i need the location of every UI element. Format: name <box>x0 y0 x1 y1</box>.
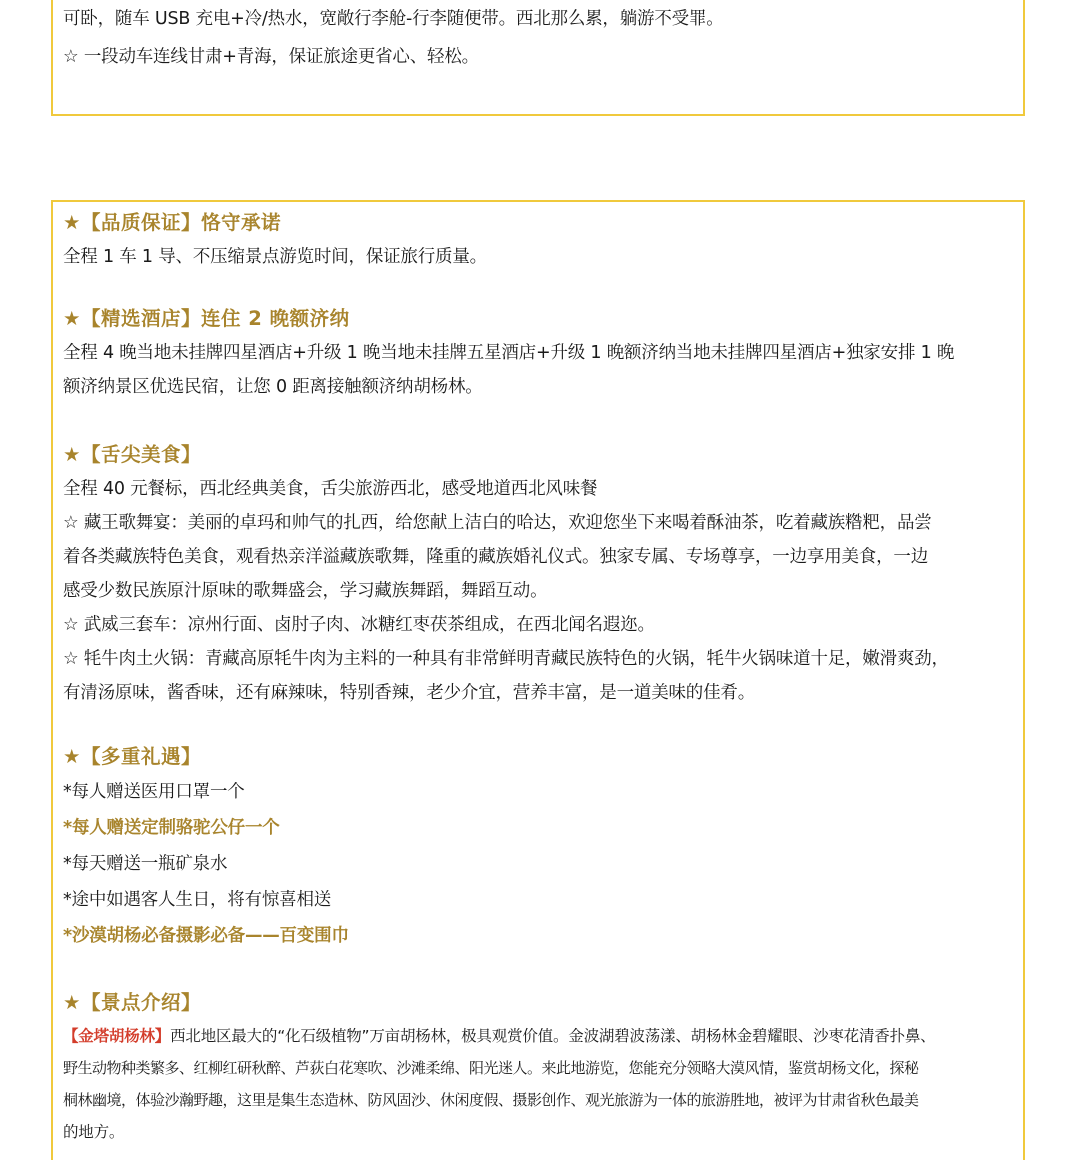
food-item-yak-hotpot-1: ☆ 牦牛肉土火锅：青藏高原牦牛肉为主料的一种具有非常鲜明青藏民族特色的火锅，牦牛火锅味道十足，嫩滑爽劲， <box>63 649 949 669</box>
food-item-tibetan-feast-1: ☆ 藏王歌舞宴：美丽的卓玛和帅气的扎西，给您献上洁白的哈达，欢迎您坐下来喝着酥油茶，吃着藏族糌粑，品尝 <box>63 513 932 533</box>
highlights-box <box>51 200 1025 1160</box>
food-section <box>63 438 1013 710</box>
scenic-text-line-3: 桐林幽境，体验沙瀚野趣，这里是集生态造林、防风固沙、休闲度假、摄影创作、观光旅游为一体的旅游胜地，被评为甘肃省秋色最美 <box>63 1091 919 1109</box>
food-intro: 全程 40 元餐标，西北经典美食，舌尖旅游西北，感受地道西北风味餐 <box>63 479 598 499</box>
scenic-heading: ★【景点介绍】 <box>63 991 201 1014</box>
food-item-tibetan-feast-2: 着各类藏族特色美食，观看热亲洋溢藏族歌舞，隆重的藏族婚礼仪式。独家专属、专场尊享，一边享用美食，一边 <box>63 547 928 567</box>
gift-item-mask: *每人赠送医用口罩一个 <box>63 782 245 802</box>
quality-heading: ★【品质保证】恪守承诺 <box>63 211 281 234</box>
hotel-section <box>63 302 1013 404</box>
gift-item-camel-doll: *每人赠送定制骆驼公仔一个 <box>63 818 280 838</box>
scenic-spot-name: 【金塔胡杨林】 <box>63 1027 171 1045</box>
train-note: ☆ 一段动车连线甘肃+青海，保证旅途更省心、轻松。 <box>63 47 479 67</box>
food-item-tibetan-feast-3: 感受少数民族原汁原味的歌舞盛会，学习藏族舞蹈，舞蹈互动。 <box>63 581 548 601</box>
scenic-section <box>63 986 1013 1148</box>
top-info-box <box>51 0 1025 116</box>
quality-section <box>63 206 1013 274</box>
gift-item-water: *每天赠送一瓶矿泉水 <box>63 854 228 874</box>
food-item-wuwei: ☆ 武威三套车：凉州行面、卤肘子肉、冰糖红枣茯茶组成，在西北闻名遐迩。 <box>63 615 655 635</box>
hotel-text-line-1: 全程 4 晚当地未挂牌四星酒店+升级 1 晚当地未挂牌五星酒店+升级 1 晚额济纳当地未挂牌四星酒店+独家安排 1 晚 <box>63 343 955 363</box>
food-heading: ★【舌尖美食】 <box>63 443 201 466</box>
scenic-text-1: 西北地区最大的“化石级植物”万亩胡杨林，极具观赏价值。金波湖碧波荡漾、胡杨林金碧耀眼、沙枣花清香扑鼻、 <box>170 1027 936 1045</box>
hotel-text-line-2: 额济纳景区优选民宿，让您 0 距离接触额济纳胡杨林。 <box>63 377 483 397</box>
hotel-heading: ★【精选酒店】连住 2 晚额济纳 <box>63 307 350 330</box>
gifts-section <box>63 740 1013 954</box>
gifts-heading: ★【多重礼遇】 <box>63 745 201 768</box>
scenic-text-line-2: 野生动物种类繁多、红柳红研秋醉、芦荻白花寒吹、沙滩柔绵、阳光迷人。来此地游览，您能充分领略大漠风情，鉴赏胡杨文化，探秘 <box>63 1059 919 1077</box>
scenic-text-line-1 <box>63 1020 1013 1052</box>
quality-text: 全程 1 车 1 导、不压缩景点游览时间，保证旅行质量。 <box>63 247 487 267</box>
transport-note: 可卧，随车 USB 充电+冷/热水，宽敞行李舱-行李随便带。西北那么累，躺游不受罪。 <box>63 9 724 29</box>
gift-item-scarf: *沙漠胡杨必备摄影必备——百变围巾 <box>63 926 349 946</box>
scenic-text-line-4: 的地方。 <box>63 1123 125 1141</box>
gift-item-birthday: *途中如遇客人生日，将有惊喜相送 <box>63 890 332 910</box>
food-item-yak-hotpot-2: 有清汤原味，酱香味，还有麻辣味，特别香辣，老少介宜，营养丰富，是一道美味的佳肴。 <box>63 683 755 703</box>
